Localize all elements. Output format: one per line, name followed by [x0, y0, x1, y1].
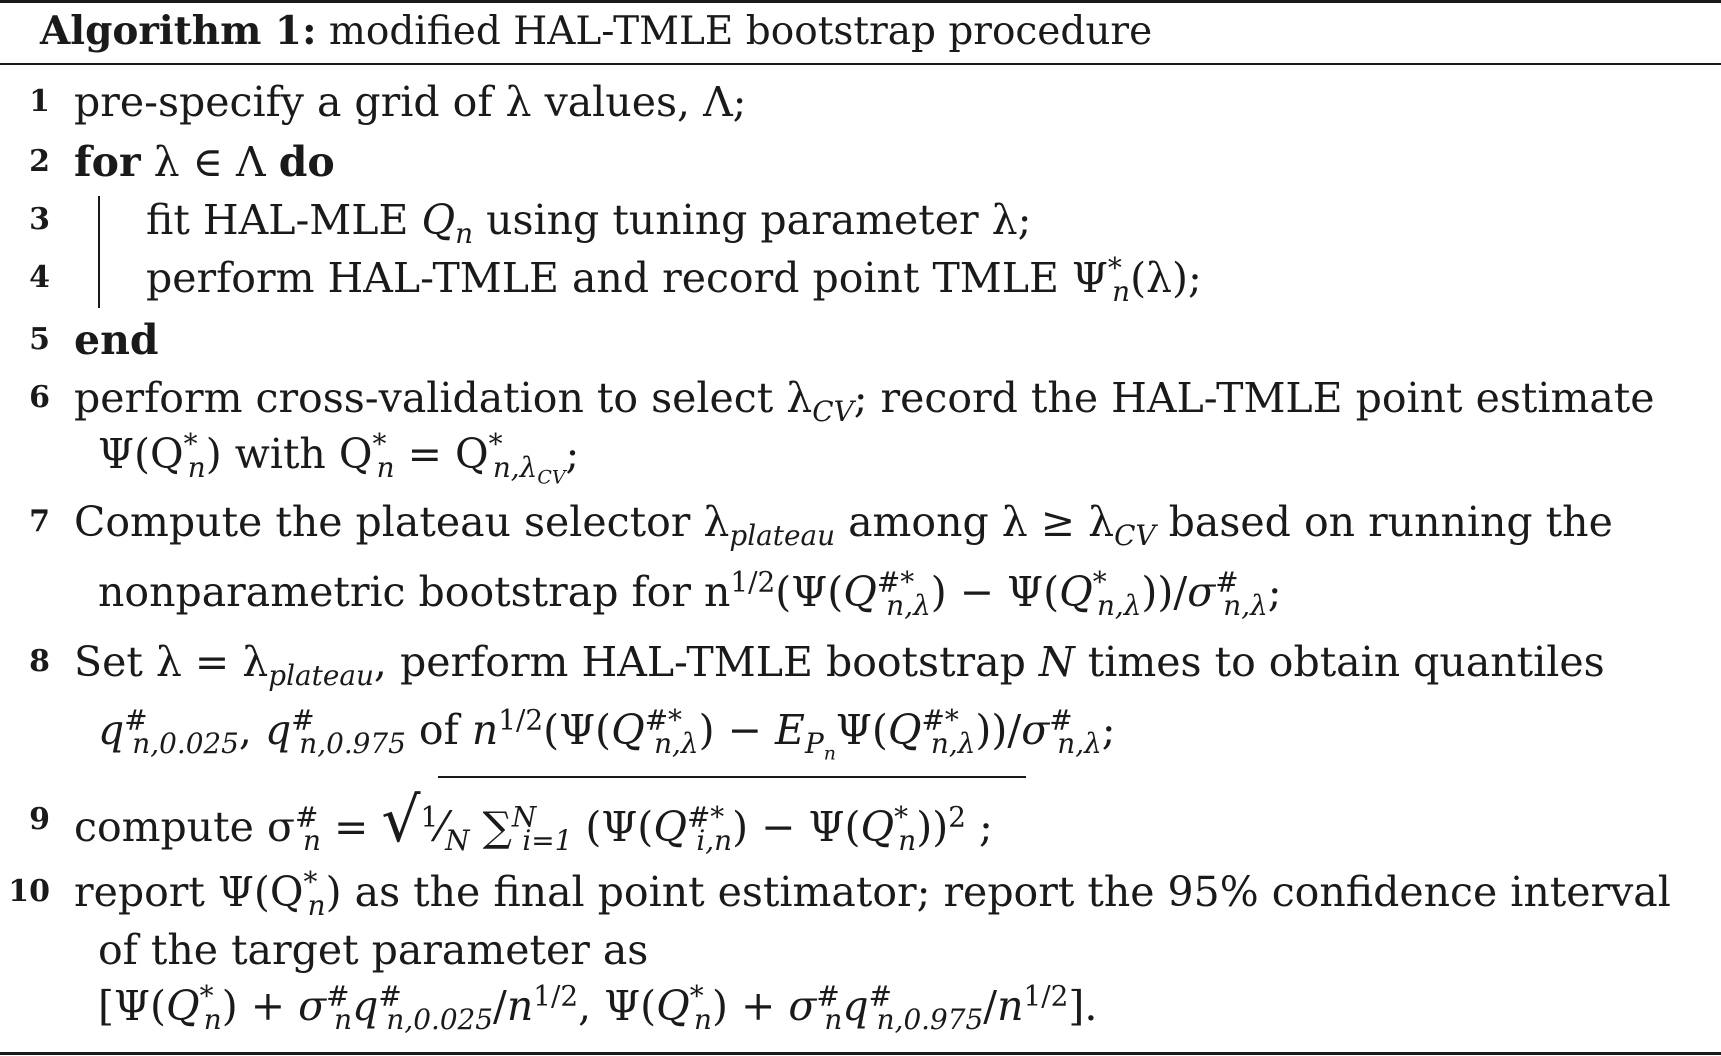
caption-rule — [0, 63, 1721, 65]
algorithm-title: modified HAL-TMLE bootstrap procedure — [328, 9, 1153, 54]
line-text: $\Psi(Q^*_n)$ with $Q^*_n = Q^*_{n,\lambda_{CV}}$; — [98, 427, 580, 489]
line-text — [74, 136, 335, 188]
bottom-rule — [0, 1052, 1721, 1055]
line-text: nonparametric bootstrap for $n^{1/2}(\Psi(Q^{\#*}_{n,\lambda}) - \Psi(Q^*_{n,\lambda}))/\sigma^{\#}_{n,\lambda}$; — [98, 565, 1282, 623]
line-number: 6 — [29, 380, 50, 415]
line-text: fit HAL-MLE $Q_n$ using tuning parameter λ; — [146, 196, 1032, 251]
line-text — [74, 314, 159, 366]
line-text: [$\Psi(Q^*_n) + \sigma^{\#}_nq^{\#}_{n,0.025}/n^{1/2}$, $\Psi(Q^*_n) + \sigma^{\#}_nq^{\#}_{n,0.975}/n^{1/2}$]. — [98, 979, 1098, 1037]
line-text: of the target parameter as — [98, 926, 649, 974]
line-number: 9 — [29, 802, 50, 837]
top-rule — [0, 0, 1721, 3]
algorithm-caption — [40, 6, 1152, 57]
line-text: pre-specify a grid of λ values, Λ; — [74, 78, 747, 126]
line-text: report $\Psi(Q^*_n)$ as the final point estimator; report the 95% confidence interval — [74, 865, 1671, 923]
line-number: 3 — [29, 202, 50, 237]
line-number: 1 — [29, 84, 50, 119]
line-text: compute $\sigma^{\#}_n$ = $√^1⁄_N$ ∑$^N_{i=1}$ $(\Psi(Q^{\#*}_{i,n}) - \Psi(Q^*_n))^2$ ; — [74, 784, 993, 858]
line-number: 2 — [29, 144, 50, 179]
line-text: perform cross-validation to select $\lambda_{CV}$; record the HAL-TMLE point estimate — [74, 374, 1655, 429]
line-number: 4 — [29, 260, 50, 295]
line-number: 7 — [29, 504, 50, 539]
line-text: Set $\lambda = \lambda_{plateau}$, perform HAL-TMLE bootstrap N times to obtain quantiles — [74, 638, 1605, 693]
line-number: 10 — [8, 874, 50, 909]
loop-condition: λ ∈ Λ — [153, 138, 266, 186]
algorithm-label: Algorithm 1: — [40, 8, 317, 54]
sqrt-overbar — [438, 776, 1026, 778]
loop-block-bar — [98, 196, 100, 308]
keyword-do: do — [278, 138, 335, 186]
line-text: $q^{\#}_{n,0.025}$, $q^{\#}_{n,0.975}$ of $n^{1/2}(\Psi(Q^{\#*}_{n,\lambda}) - E_{P_n}\Psi(Q^{\#*}_{n,\lambda}))/\sigma^{\#}_{n,\lambda}$; — [98, 703, 1116, 765]
line-text: perform HAL-TMLE and record point TMLE $\Psi^*_n(\lambda)$; — [146, 251, 1202, 309]
line-number: 5 — [29, 322, 50, 357]
keyword-end: end — [74, 316, 159, 364]
keyword-for: for — [74, 138, 141, 186]
line-text: Compute the plateau selector $\lambda_{plateau}$ among $\lambda \ge \lambda_{CV}$ based on running the — [74, 498, 1613, 553]
line-number: 8 — [29, 644, 50, 679]
